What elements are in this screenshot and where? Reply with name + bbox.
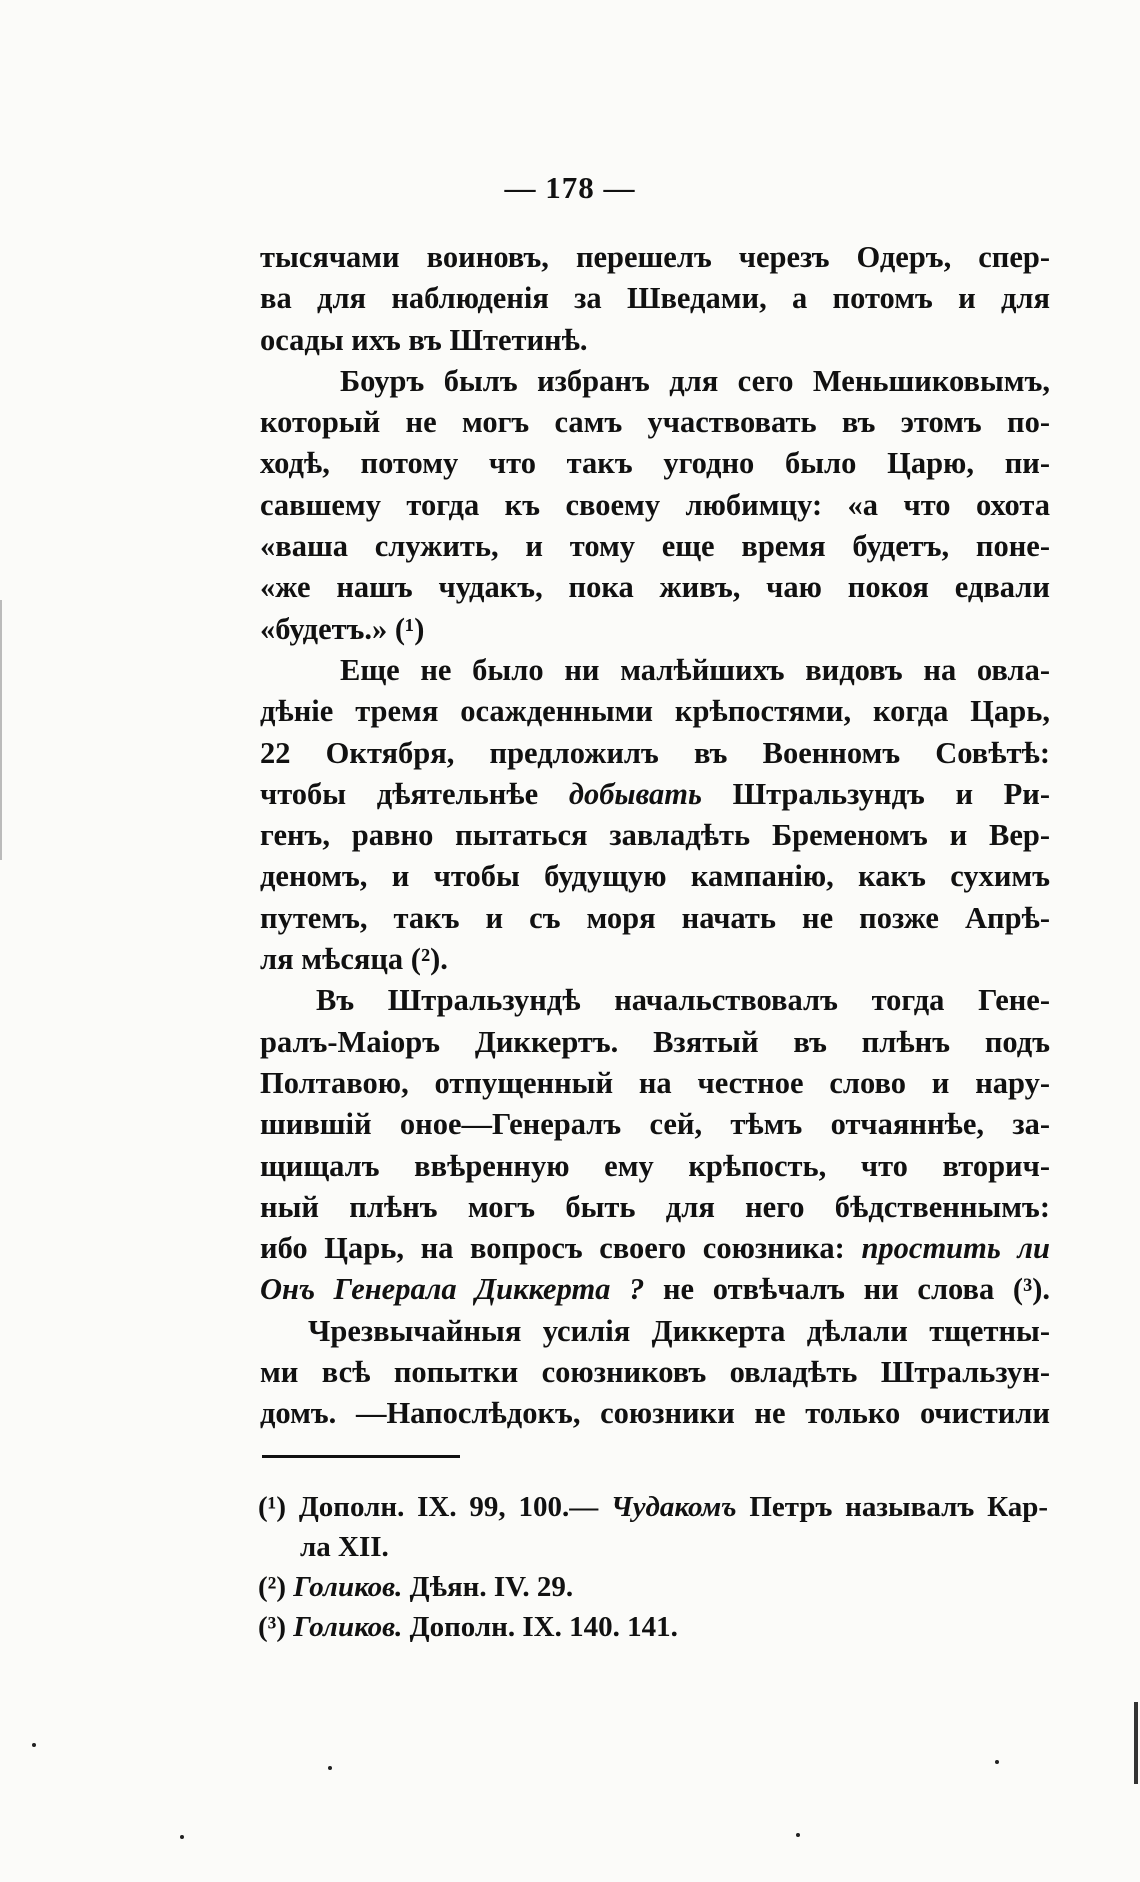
text-line: тысячами воиновъ, перешелъ черезъ Одеръ, спер-	[260, 240, 1050, 274]
scan-speck	[796, 1833, 800, 1837]
text-line: «будетъ.» (¹)	[260, 611, 425, 646]
footnote-mark: (²)	[258, 1571, 287, 1603]
text-line: «ваша служить, и тому еще время будетъ, поне-	[260, 529, 1050, 564]
text-line: ва для наблюденія за Шведами, а потомъ и для	[260, 281, 1050, 316]
footnote-divider	[262, 1455, 460, 1458]
text-line: ралъ-Маіоръ Диккертъ. Взятый въ плѣнъ подъ	[260, 1024, 1050, 1059]
paragraph-start: Еще не было ни малѣйшихъ видовъ на овла-	[340, 652, 1050, 687]
footnote-mark: (¹)	[258, 1491, 287, 1523]
text-fragment: чтобы дѣятельнѣе	[260, 776, 539, 811]
text-fragment: Штральзундъ и Ри-	[732, 776, 1050, 811]
italic-phrase: Онъ Генерала Диккерта ?	[260, 1272, 645, 1307]
footnote-text: Дополн. IX. 99, 100.—	[298, 1491, 599, 1523]
text-line: щищалъ ввѣренную ему крѣпость, что вторич-	[260, 1148, 1050, 1183]
footnote-3	[258, 1607, 1048, 1647]
paragraph-start: Чрезвычайныя усилія Диккерта дѣлали тщетны-	[308, 1313, 1050, 1348]
footnotes	[258, 1487, 1048, 1647]
text-line: домъ. —Напослѣдокъ, союзники не только очистили	[260, 1396, 1050, 1431]
footnote-text: Дополн. IX. 140. 141.	[409, 1611, 678, 1643]
text-line: шившій оное—Генералъ сей, тѣмъ отчаяннѣе, за-	[260, 1107, 1050, 1142]
scan-speck	[180, 1835, 184, 1839]
italic-word: добывать	[568, 776, 702, 811]
text-fragment: не отвѣчалъ ни слова (³).	[662, 1272, 1050, 1307]
text-line: ми всѣ попытки союзниковъ овладѣть Штральзун-	[260, 1355, 1050, 1390]
footnote-text: Дѣян. IV. 29.	[409, 1571, 574, 1603]
text-line: 22 Октября, предложилъ въ Военномъ Совѣтѣ:	[260, 735, 1050, 770]
text-line: ля мѣсяца (²).	[260, 942, 448, 977]
footnote-text: Петръ называлъ Кар-	[749, 1491, 1048, 1523]
text-line: «же нашъ чудакъ, пока живъ, чаю покоя едвали	[260, 570, 1050, 605]
scan-edge-mark	[1134, 1702, 1138, 1784]
text-line: ходѣ, потому что такъ угодно было Царю, пи-	[260, 446, 1050, 481]
scan-speck	[32, 1743, 36, 1747]
text-line: Полтавою, отпущенный на честное слово и нару-	[260, 1065, 1050, 1100]
paragraph-start: Боуръ былъ избранъ для сего Меньшиковымъ,	[340, 363, 1050, 398]
text-line: савшему тогда къ своему любимцу: «а что охота	[260, 487, 1050, 522]
text-line: осады ихъ въ Штетинѣ.	[260, 322, 588, 357]
scan-speck	[995, 1760, 999, 1764]
text-line-mixed	[260, 1228, 1050, 1269]
footnote-italic: Голиков.	[293, 1611, 403, 1643]
scan-speck	[328, 1766, 332, 1770]
footnote-1-continuation: ла XII.	[300, 1531, 389, 1563]
text-line: генъ, равно пытаться завладѣть Бременомъ и Вер-	[260, 818, 1050, 853]
text-line: ный плѣнъ могъ быть для него бѣдственнымъ:	[260, 1189, 1050, 1224]
footnote-mark: (³)	[258, 1611, 287, 1643]
main-text	[260, 237, 1050, 1435]
paragraph-start: Въ Штральзундѣ начальствовалъ тогда Гене-	[316, 983, 1050, 1018]
text-line: дѣніе тремя осажденными крѣпостями, когда Царь,	[260, 694, 1050, 729]
footnote-2	[258, 1567, 1048, 1607]
text-line: путемъ, такъ и съ моря начать не позже Апрѣ-	[260, 900, 1050, 935]
text-line-mixed	[260, 774, 1050, 815]
text-line: который не могъ самъ участвовать въ этомъ по-	[260, 405, 1050, 440]
text-line-mixed	[260, 1269, 1050, 1310]
italic-phrase: простить ли	[861, 1231, 1050, 1266]
text-line: деномъ, и чтобы будущую кампанію, какъ сухимъ	[260, 859, 1050, 894]
page-number: — 178 —	[504, 170, 636, 205]
scan-edge-mark	[0, 600, 2, 860]
text-fragment: ибо Царь, на вопросъ своего союзника:	[260, 1231, 845, 1266]
footnote-italic: Голиков.	[293, 1571, 403, 1603]
footnote-italic: Чудакомъ	[611, 1491, 737, 1523]
footnote-1	[258, 1487, 1048, 1527]
